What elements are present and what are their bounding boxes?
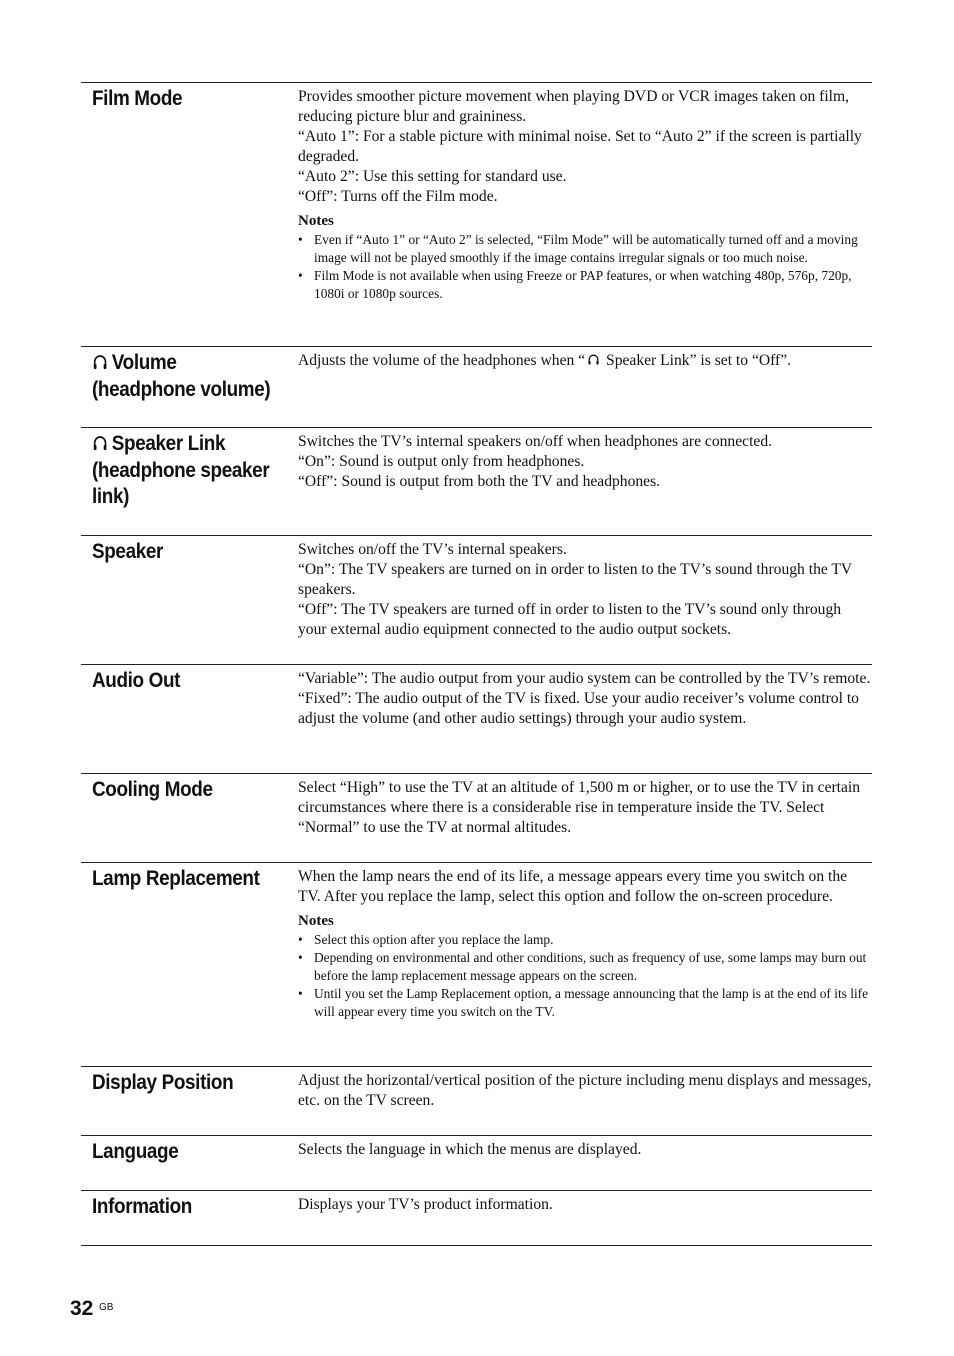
- note-item: [298, 231, 872, 267]
- desc-line: “Off”: The TV speakers are turned off in order to listen to the TV’s sound only through your external audio equipment connected to the audio output sockets.: [298, 601, 842, 638]
- bullet: •: [298, 986, 303, 1001]
- desc-line: Select “High” to use the TV at an altitude of 1,500 m or higher, or to use the TV in certain circumstances where there is a considerable rise in temperature inside the TV. Select “Normal” to use the TV at normal altitudes.: [298, 779, 861, 836]
- bullet: •: [298, 232, 303, 247]
- term-information: Information: [92, 1195, 192, 1218]
- notes-list: [298, 231, 872, 303]
- term-lamp-replacement: Lamp Replacement: [92, 867, 260, 890]
- desc-line: “On”: The TV speakers are turned on in order to listen to the TV’s sound through the TV speakers.: [298, 561, 852, 598]
- desc-line: Displays your TV’s product information.: [298, 1196, 553, 1213]
- note-text: Even if “Auto 1” or “Auto 2” is selected, “Film Mode” will be automatically turned off and a moving image will not be played smoothly if the image contains irregular signals or too much noise.: [314, 232, 858, 265]
- row-audio-out: [81, 664, 872, 773]
- desc-film-mode: [298, 87, 872, 303]
- term-speaker: Speaker: [92, 540, 164, 563]
- term-headphone-volume: [92, 350, 272, 403]
- term-audio-out: Audio Out: [92, 669, 181, 692]
- note-item: [298, 267, 872, 303]
- desc-line: “Off”: Sound is output from both the TV and headphones.: [298, 473, 661, 490]
- row-information: [81, 1190, 872, 1246]
- term-headphone-speaker-link: [92, 431, 272, 511]
- note-text: Select this option after you replace the lamp.: [314, 932, 554, 947]
- desc-display-position: [298, 1071, 872, 1111]
- desc-line: “Fixed”: The audio output of the TV is fixed. Use your audio receiver’s volume control to adjust the volume (and other audio settings) through your audio system.: [298, 690, 859, 727]
- term-language: Language: [92, 1140, 179, 1163]
- notes-heading: Notes: [298, 213, 334, 229]
- desc-language: [298, 1140, 872, 1160]
- desc-headphone-volume: [298, 351, 872, 371]
- notes-heading: Notes: [298, 913, 334, 929]
- page-number: 32: [70, 1297, 94, 1320]
- term-line: Speaker Link: [92, 431, 272, 458]
- row-speaker: [81, 535, 872, 664]
- term-display-position: Display Position: [92, 1071, 234, 1094]
- desc-speaker: [298, 540, 872, 640]
- headphone-icon: [587, 352, 600, 365]
- term-line: (headphone volume): [92, 377, 271, 401]
- bullet: •: [298, 268, 303, 283]
- bullet: •: [298, 950, 303, 965]
- note-text: Film Mode is not available when using Freeze or PAP features, or when watching 480p, 576p, 720p, 1080i or 1080p sources.: [314, 268, 852, 301]
- desc-headphone-speaker-link: [298, 432, 872, 492]
- desc-information: [298, 1195, 872, 1215]
- term-film-mode: Film Mode: [92, 87, 183, 110]
- desc-line: “Variable”: The audio output from your audio system can be controlled by the TV’s remote.: [298, 670, 871, 687]
- notes-list: [298, 931, 872, 1021]
- bullet: •: [298, 932, 303, 947]
- desc-line: Provides smoother picture movement when playing DVD or VCR images taken on film, reducing picture blur and graininess.: [298, 88, 850, 125]
- desc-line: Switches on/off the TV’s internal speakers.: [298, 541, 567, 558]
- settings-table: [81, 82, 872, 1246]
- term-cooling-mode: Cooling Mode: [92, 778, 213, 801]
- desc-line: “Auto 2”: Use this setting for standard use.: [298, 168, 567, 185]
- headphone-icon: [92, 433, 108, 451]
- note-item: [298, 931, 872, 949]
- row-language: [81, 1135, 872, 1190]
- headphone-icon: [92, 352, 108, 370]
- row-display-position: [81, 1066, 872, 1135]
- term-line: Volume: [92, 350, 272, 377]
- desc-cooling-mode: [298, 778, 872, 838]
- desc-line: Adjust the horizontal/vertical position of the picture including menu displays and messages, etc. on the TV screen.: [298, 1072, 872, 1109]
- desc-line: Switches the TV’s internal speakers on/off when headphones are connected.: [298, 433, 773, 450]
- desc-audio-out: [298, 669, 872, 729]
- row-film-mode: [81, 82, 872, 346]
- note-text: Depending on environmental and other conditions, such as frequency of use, some lamps may burn out before the lamp replacement message appears on the screen.: [314, 950, 867, 983]
- desc-line: “Auto 1”: For a stable picture with minimal noise. Set to “Auto 2” if the screen is partially degraded.: [298, 128, 862, 165]
- term-line: (headphone speaker link): [92, 458, 270, 508]
- row-headphone-speaker-link: [81, 427, 872, 535]
- desc-lamp-replacement: [298, 867, 872, 1021]
- desc-line: “Off”: Turns off the Film mode.: [298, 188, 498, 205]
- row-lamp-replacement: [81, 862, 872, 1066]
- page-region-code: GB: [99, 1302, 114, 1313]
- row-cooling-mode: [81, 773, 872, 862]
- note-item: [298, 949, 872, 985]
- desc-line: Selects the language in which the menus are displayed.: [298, 1141, 642, 1158]
- note-text: Until you set the Lamp Replacement option, a message announcing that the lamp is at the end of its life will appear every time you switch on the TV.: [314, 986, 869, 1019]
- desc-line: Adjusts the volume of the headphones when “ Speaker Link” is set to “Off”.: [298, 352, 792, 369]
- desc-line: “On”: Sound is output only from headphones.: [298, 453, 585, 470]
- note-item: [298, 985, 872, 1021]
- desc-line: When the lamp nears the end of its life, a message appears every time you switch on the TV. After you replace the lamp, select this option and follow the on-screen procedure.: [298, 868, 848, 905]
- row-headphone-volume: [81, 346, 872, 427]
